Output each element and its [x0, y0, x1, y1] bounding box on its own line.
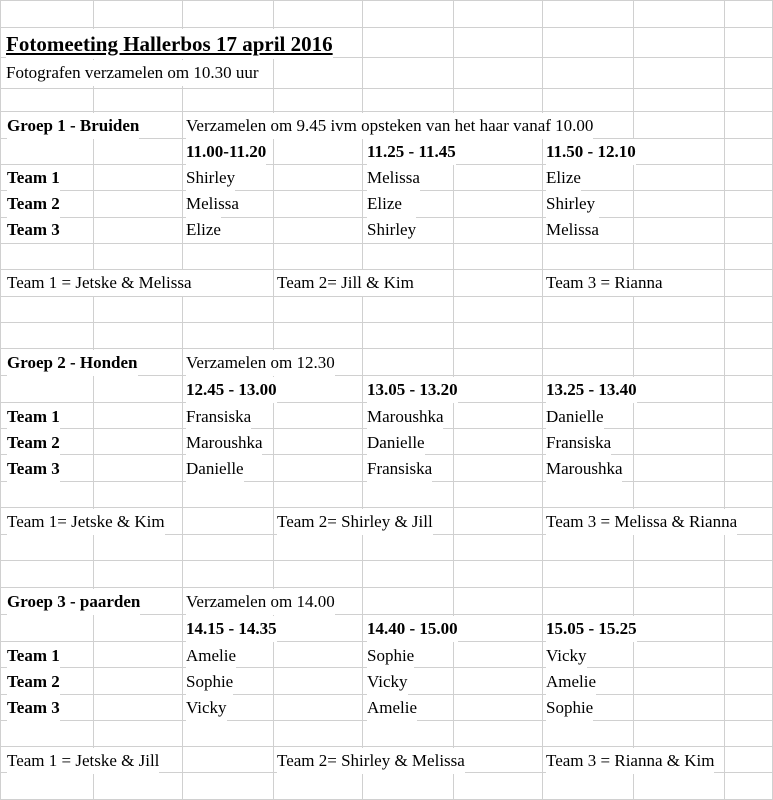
slot-cell[interactable]: Shirley	[367, 217, 416, 243]
gridline	[0, 27, 773, 28]
gridline	[0, 243, 773, 244]
team-label[interactable]: Team 2	[7, 669, 60, 695]
team-label[interactable]: Team 2	[7, 191, 60, 217]
team-assignment[interactable]: Team 2= Shirley & Jill	[277, 509, 433, 535]
slot-cell[interactable]: Shirley	[546, 191, 595, 217]
team-label[interactable]: Team 2	[7, 430, 60, 456]
slot-cell[interactable]: Danielle	[186, 456, 244, 482]
slot-cell[interactable]: Melissa	[186, 191, 239, 217]
team-label[interactable]: Team 3	[7, 695, 60, 721]
team-assignment[interactable]: Team 1= Jetske & Kim	[7, 509, 165, 535]
gridline	[0, 507, 773, 508]
slot-cell[interactable]: Vicky	[186, 695, 227, 721]
slot-cell[interactable]: Sophie	[546, 695, 593, 721]
group-label[interactable]: Groep 1 - Bruiden	[7, 113, 139, 139]
group-note[interactable]: Verzamelen om 12.30	[186, 350, 335, 376]
slot-cell[interactable]: Elize	[367, 191, 402, 217]
group-label[interactable]: Groep 2 - Honden	[7, 350, 138, 376]
gridline	[724, 0, 725, 800]
team-label[interactable]: Team 3	[7, 456, 60, 482]
slot-cell[interactable]: Amelie	[546, 669, 596, 695]
gridline	[0, 587, 773, 588]
time-slot[interactable]: 12.45 - 13.00	[186, 377, 277, 403]
gridline	[0, 0, 1, 800]
time-slot[interactable]: 13.25 - 13.40	[546, 377, 637, 403]
gridline	[182, 0, 183, 800]
time-slot[interactable]: 11.00-11.20	[186, 139, 266, 165]
team-assignment[interactable]: Team 2= Shirley & Melissa	[277, 748, 465, 774]
slot-cell[interactable]: Maroushka	[186, 430, 262, 456]
gridline	[0, 322, 773, 323]
slot-cell[interactable]: Maroushka	[546, 456, 622, 482]
group-note[interactable]: Verzamelen om 14.00	[186, 589, 335, 615]
slot-cell[interactable]: Sophie	[186, 669, 233, 695]
time-slot[interactable]: 14.15 - 14.35	[186, 616, 277, 642]
team-assignment[interactable]: Team 3 = Rianna & Kim	[546, 748, 714, 774]
group-label[interactable]: Groep 3 - paarden	[7, 589, 140, 615]
slot-cell[interactable]: Amelie	[186, 643, 236, 669]
sheet-title[interactable]: Fotomeeting Hallerbos 17 april 2016	[6, 29, 333, 59]
slot-cell[interactable]: Vicky	[367, 669, 408, 695]
slot-cell[interactable]: Sophie	[367, 643, 414, 669]
sheet-subtitle[interactable]: Fotografen verzamelen om 10.30 uur	[6, 60, 259, 86]
time-slot[interactable]: 11.25 - 11.45	[367, 139, 456, 165]
gridline	[0, 560, 773, 561]
time-slot[interactable]: 14.40 - 15.00	[367, 616, 458, 642]
team-assignment[interactable]: Team 2= Jill & Kim	[277, 270, 414, 296]
team-label[interactable]: Team 3	[7, 217, 60, 243]
team-label[interactable]: Team 1	[7, 643, 60, 669]
team-assignment[interactable]: Team 1 = Jetske & Melissa	[7, 270, 192, 296]
gridline	[0, 746, 773, 747]
gridline	[0, 111, 773, 112]
time-slot[interactable]: 11.50 - 12.10	[546, 139, 636, 165]
team-assignment[interactable]: Team 1 = Jetske & Jill	[7, 748, 159, 774]
slot-cell[interactable]: Maroushka	[367, 404, 443, 430]
slot-cell[interactable]: Melissa	[546, 217, 599, 243]
slot-cell[interactable]: Fransiska	[546, 430, 611, 456]
team-assignment[interactable]: Team 3 = Rianna	[546, 270, 663, 296]
slot-cell[interactable]: Danielle	[367, 430, 425, 456]
gridline	[0, 0, 773, 1]
gridline	[0, 88, 773, 89]
slot-cell[interactable]: Elize	[546, 165, 581, 191]
slot-cell[interactable]: Fransiska	[367, 456, 432, 482]
slot-cell[interactable]: Melissa	[367, 165, 420, 191]
time-slot[interactable]: 15.05 - 15.25	[546, 616, 637, 642]
team-label[interactable]: Team 1	[7, 165, 60, 191]
group-note[interactable]: Verzamelen om 9.45 ivm opsteken van het haar vanaf 10.00	[186, 113, 593, 139]
team-assignment[interactable]: Team 3 = Melissa & Rianna	[546, 509, 737, 535]
time-slot[interactable]: 13.05 - 13.20	[367, 377, 458, 403]
slot-cell[interactable]: Amelie	[367, 695, 417, 721]
gridline	[0, 296, 773, 297]
slot-cell[interactable]: Fransiska	[186, 404, 251, 430]
slot-cell[interactable]: Shirley	[186, 165, 235, 191]
gridline	[0, 348, 773, 349]
slot-cell[interactable]: Elize	[186, 217, 221, 243]
slot-cell[interactable]: Danielle	[546, 404, 604, 430]
team-label[interactable]: Team 1	[7, 404, 60, 430]
slot-cell[interactable]: Vicky	[546, 643, 587, 669]
